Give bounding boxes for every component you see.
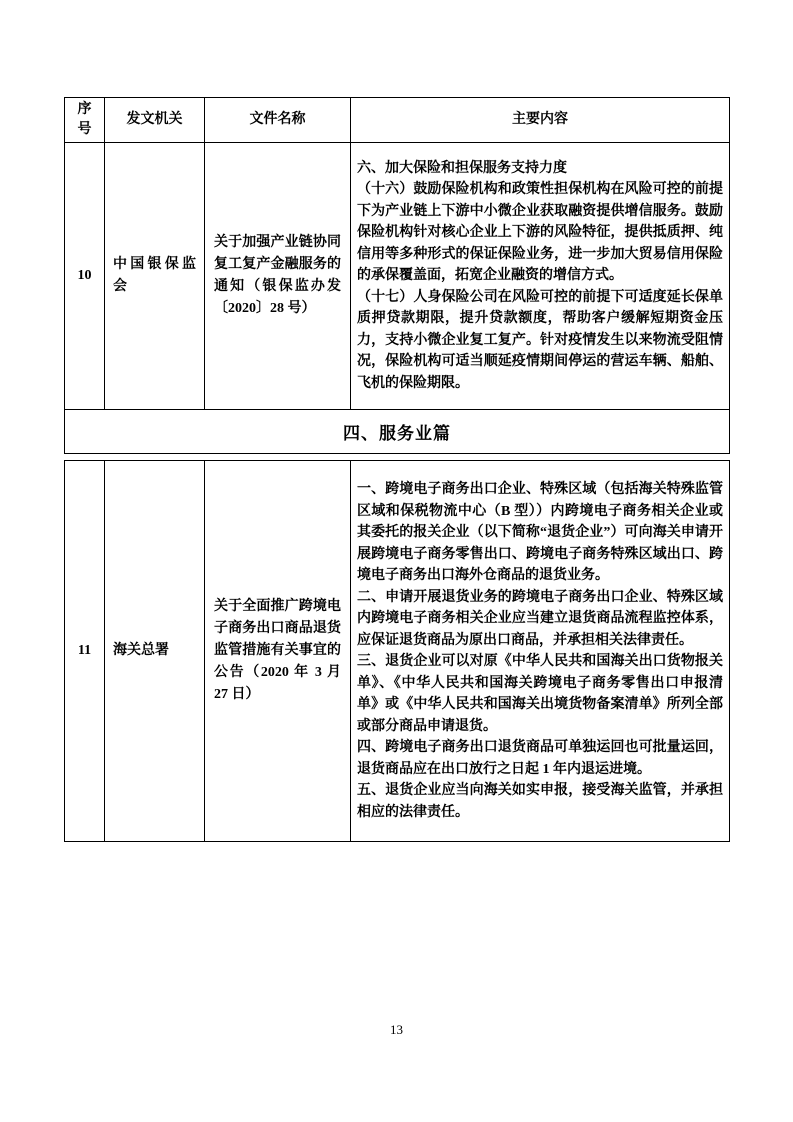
content-paragraph: 六、加大保险和担保服务支持力度 bbox=[357, 160, 567, 176]
table-row-10 bbox=[65, 143, 730, 410]
content-paragraph: 二、申请开展退货业务的跨境电子商务出口企业、特殊区域内跨境电子商务相关企业应当建立退货商品流程监控体系，应保证退货商品为原出口商品，并承担相关法律责任。 bbox=[357, 589, 723, 648]
header-main-content: 主要内容 bbox=[351, 98, 730, 143]
document-name-cell: 关于全面推广跨境电子商务出口商品退货监管措施有关事宜的公告（2020 年 3 月 27 日） bbox=[205, 461, 351, 842]
policy-table-upper bbox=[64, 97, 730, 454]
serial-number-cell: 10 bbox=[65, 143, 105, 410]
section-title: 四、服务业篇 bbox=[65, 410, 730, 454]
content-paragraph: （十七）人身保险公司在风险可控的前提下可适度延长保单质押贷款期限，提升贷款额度，帮助客户缓解短期资金压力，支持小微企业复工复产。针对疫情发生以来物流受阻情况，保险机构可适当顺延疫情期间停运的营运车辆、船舶、飞机的保险期限。 bbox=[357, 289, 723, 391]
main-content-cell bbox=[351, 143, 730, 410]
content-paragraph: 三、退货企业可以对原《中华人民共和国海关出口货物报关单》、《中华人民共和国海关跨境电子商务零售出口申报清单》或《中华人民共和国海关出境货物备案清单》所列全部或部分商品申请退货。 bbox=[357, 654, 723, 734]
main-content-cell bbox=[351, 461, 730, 842]
issuing-agency-cell: 海关总署 bbox=[105, 461, 205, 842]
policy-table-lower bbox=[64, 460, 730, 842]
document-body bbox=[64, 97, 729, 842]
document-name-cell: 关于加强产业链协同复工复产金融服务的通知（银保监办发〔2020〕28 号） bbox=[205, 143, 351, 410]
table-header-row bbox=[65, 98, 730, 143]
header-serial-number: 序号 bbox=[65, 98, 105, 143]
header-issuing-agency: 发文机关 bbox=[105, 98, 205, 143]
page-number: 13 bbox=[390, 1022, 403, 1037]
issuing-agency-cell: 中国银保监会 bbox=[105, 143, 205, 410]
serial-number-cell: 11 bbox=[65, 461, 105, 842]
content-paragraph: （十六）鼓励保险机构和政策性担保机构在风险可控的前提下为产业链上下游中小微企业获取融资提供增信服务。鼓励保险机构针对核心企业上下游的风险特征，提供抵质押、纯信用等多种形式的保证保险业务，进一步加大贸易信用保险的承保覆盖面，拓宽企业融资的增信方式。 bbox=[357, 182, 723, 284]
header-document-name: 文件名称 bbox=[205, 98, 351, 143]
table-row-11 bbox=[65, 461, 730, 842]
content-paragraph: 四、跨境电子商务出口退货商品可单独运回也可批量运回，退货商品应在出口放行之日起 1 年内退运进境。 bbox=[357, 740, 723, 777]
content-paragraph: 一、跨境电子商务出口企业、特殊区域（包括海关特殊监管区域和保税物流中心（B 型））内跨境电子商务相关企业或其委托的报关企业（以下简称“退货企业”）可向海关申请开展跨境电子商务零售出口、跨境电子商务特殊区域出口、跨境电子商务出口海外仓商品的退货业务。 bbox=[357, 482, 723, 583]
content-paragraph: 五、退货企业应当向海关如实申报，接受海关监管，并承担相应的法律责任。 bbox=[357, 783, 723, 820]
section-title-row bbox=[65, 410, 730, 454]
